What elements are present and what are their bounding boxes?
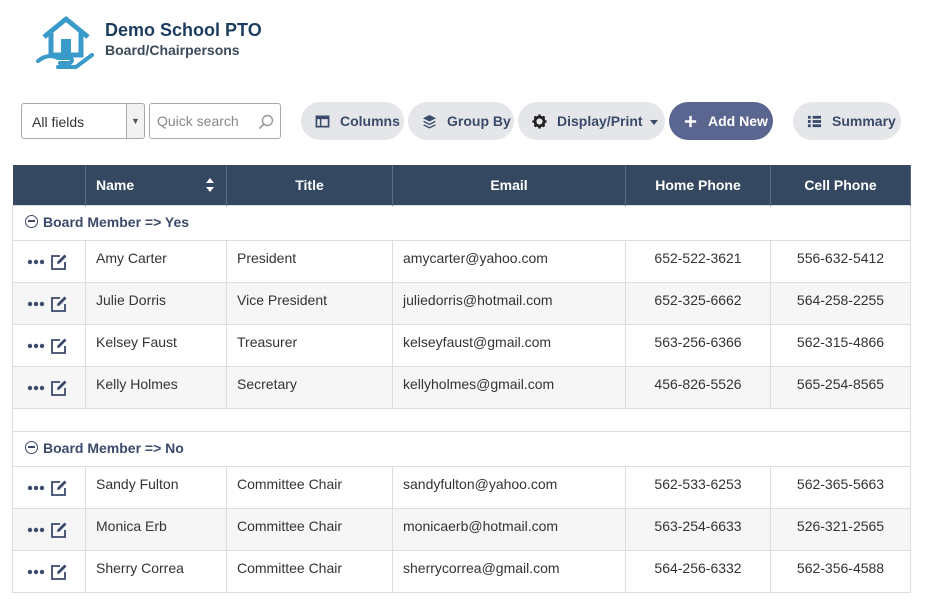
ellipsis-icon[interactable] — [27, 481, 45, 495]
cell-name: Monica Erb — [86, 508, 227, 550]
cell-home-phone: 563-256-6366 — [626, 324, 771, 366]
table-row[interactable] — [13, 366, 911, 408]
field-select[interactable] — [21, 103, 145, 139]
chevron-down-icon[interactable]: ▼ — [126, 104, 144, 138]
cell-email: sandyfulton@yahoo.com — [393, 466, 626, 508]
edit-icon[interactable] — [50, 253, 68, 271]
cell-title: Vice President — [227, 282, 393, 324]
row-actions — [13, 550, 86, 592]
table-row[interactable] — [13, 550, 911, 592]
ellipsis-icon[interactable] — [27, 297, 45, 311]
display-print-button[interactable] — [518, 102, 665, 140]
summary-button[interactable] — [793, 102, 901, 140]
table-row[interactable] — [13, 324, 911, 366]
ellipsis-icon[interactable] — [27, 339, 45, 353]
cell-home-phone: 652-522-3621 — [626, 240, 771, 282]
caret-down-icon — [650, 120, 658, 125]
search-icon[interactable] — [258, 114, 274, 130]
cell-cell-phone: 565-254-8565 — [771, 366, 911, 408]
cell-title: Secretary — [227, 366, 393, 408]
app-header — [36, 10, 262, 74]
data-table — [12, 165, 911, 593]
app-title: Demo School PTO — [105, 20, 262, 40]
cell-title: Committee Chair — [227, 466, 393, 508]
cell-title: Committee Chair — [227, 508, 393, 550]
cell-name: Amy Carter — [86, 240, 227, 282]
cell-name: Sherry Correa — [86, 550, 227, 592]
column-header-email[interactable]: Email — [393, 165, 626, 205]
column-header-name[interactable]: Name — [86, 165, 227, 205]
cell-cell-phone: 562-315-4866 — [771, 324, 911, 366]
toolbar — [21, 102, 911, 140]
group-label: Board Member => No — [43, 439, 184, 456]
edit-icon[interactable] — [50, 379, 68, 397]
group-spacer — [13, 408, 911, 431]
table-row[interactable] — [13, 240, 911, 282]
cell-home-phone: 564-256-6332 — [626, 550, 771, 592]
house-hand-logo — [36, 11, 94, 73]
gear-icon — [532, 114, 547, 129]
group-by-button[interactable] — [408, 102, 514, 140]
column-header-title[interactable]: Title — [227, 165, 393, 205]
collapse-icon[interactable] — [25, 215, 38, 228]
cell-cell-phone: 564-258-2255 — [771, 282, 911, 324]
field-select-value: All fields — [32, 114, 85, 130]
edit-icon[interactable] — [50, 337, 68, 355]
cell-cell-phone: 526-321-2565 — [771, 508, 911, 550]
cell-name: Kelsey Faust — [86, 324, 227, 366]
cell-name: Sandy Fulton — [86, 466, 227, 508]
row-actions — [13, 324, 86, 366]
edit-icon[interactable] — [50, 563, 68, 581]
table-columns-icon — [315, 114, 330, 129]
cell-cell-phone: 562-356-4588 — [771, 550, 911, 592]
ellipsis-icon[interactable] — [27, 381, 45, 395]
group-header-row[interactable] — [13, 431, 911, 466]
cell-title: Committee Chair — [227, 550, 393, 592]
cell-email: juliedorris@hotmail.com — [393, 282, 626, 324]
cell-title: President — [227, 240, 393, 282]
cell-home-phone: 652-325-6662 — [626, 282, 771, 324]
layers-icon — [422, 114, 437, 129]
sort-icon[interactable] — [206, 178, 214, 192]
cell-email: amycarter@yahoo.com — [393, 240, 626, 282]
plus-icon — [683, 114, 698, 129]
collapse-icon[interactable] — [25, 441, 38, 454]
row-actions — [13, 466, 86, 508]
column-header-home-phone[interactable]: Home Phone — [626, 165, 771, 205]
add-new-button[interactable] — [669, 102, 773, 140]
ellipsis-icon[interactable] — [27, 565, 45, 579]
group-by-label: Group By — [447, 113, 511, 129]
cell-home-phone: 562-533-6253 — [626, 466, 771, 508]
quick-search — [149, 103, 281, 139]
edit-icon[interactable] — [50, 295, 68, 313]
table-row[interactable] — [13, 508, 911, 550]
ellipsis-icon[interactable] — [27, 255, 45, 269]
cell-name: Julie Dorris — [86, 282, 227, 324]
group-label: Board Member => Yes — [43, 213, 190, 230]
table-row[interactable] — [13, 466, 911, 508]
ellipsis-icon[interactable] — [27, 523, 45, 537]
group-header-row[interactable] — [13, 205, 911, 240]
columns-label: Columns — [340, 113, 400, 129]
cell-email: kelseyfaust@gmail.com — [393, 324, 626, 366]
row-actions — [13, 508, 86, 550]
actions-header — [13, 165, 86, 205]
page-subtitle: Board/Chairpersons — [105, 42, 240, 58]
cell-name: Kelly Holmes — [86, 366, 227, 408]
row-actions — [13, 366, 86, 408]
cell-cell-phone: 556-632-5412 — [771, 240, 911, 282]
display-print-label: Display/Print — [557, 113, 643, 129]
table-body — [13, 205, 911, 592]
edit-icon[interactable] — [50, 521, 68, 539]
cell-home-phone: 563-254-6633 — [626, 508, 771, 550]
edit-icon[interactable] — [50, 479, 68, 497]
list-icon — [807, 114, 822, 129]
cell-cell-phone: 562-365-5663 — [771, 466, 911, 508]
columns-button[interactable] — [301, 102, 404, 140]
cell-home-phone: 456-826-5526 — [626, 366, 771, 408]
search-input[interactable] — [157, 112, 257, 130]
row-actions — [13, 240, 86, 282]
add-new-label: Add New — [708, 113, 768, 129]
column-header-cell-phone[interactable]: Cell Phone — [771, 165, 911, 205]
table-header-row — [13, 165, 911, 205]
cell-email: monicaerb@hotmail.com — [393, 508, 626, 550]
cell-email: kellyholmes@gmail.com — [393, 366, 626, 408]
cell-email: sherrycorrea@gmail.com — [393, 550, 626, 592]
row-actions — [13, 282, 86, 324]
summary-label: Summary — [832, 113, 896, 129]
cell-title: Treasurer — [227, 324, 393, 366]
table-row[interactable] — [13, 282, 911, 324]
